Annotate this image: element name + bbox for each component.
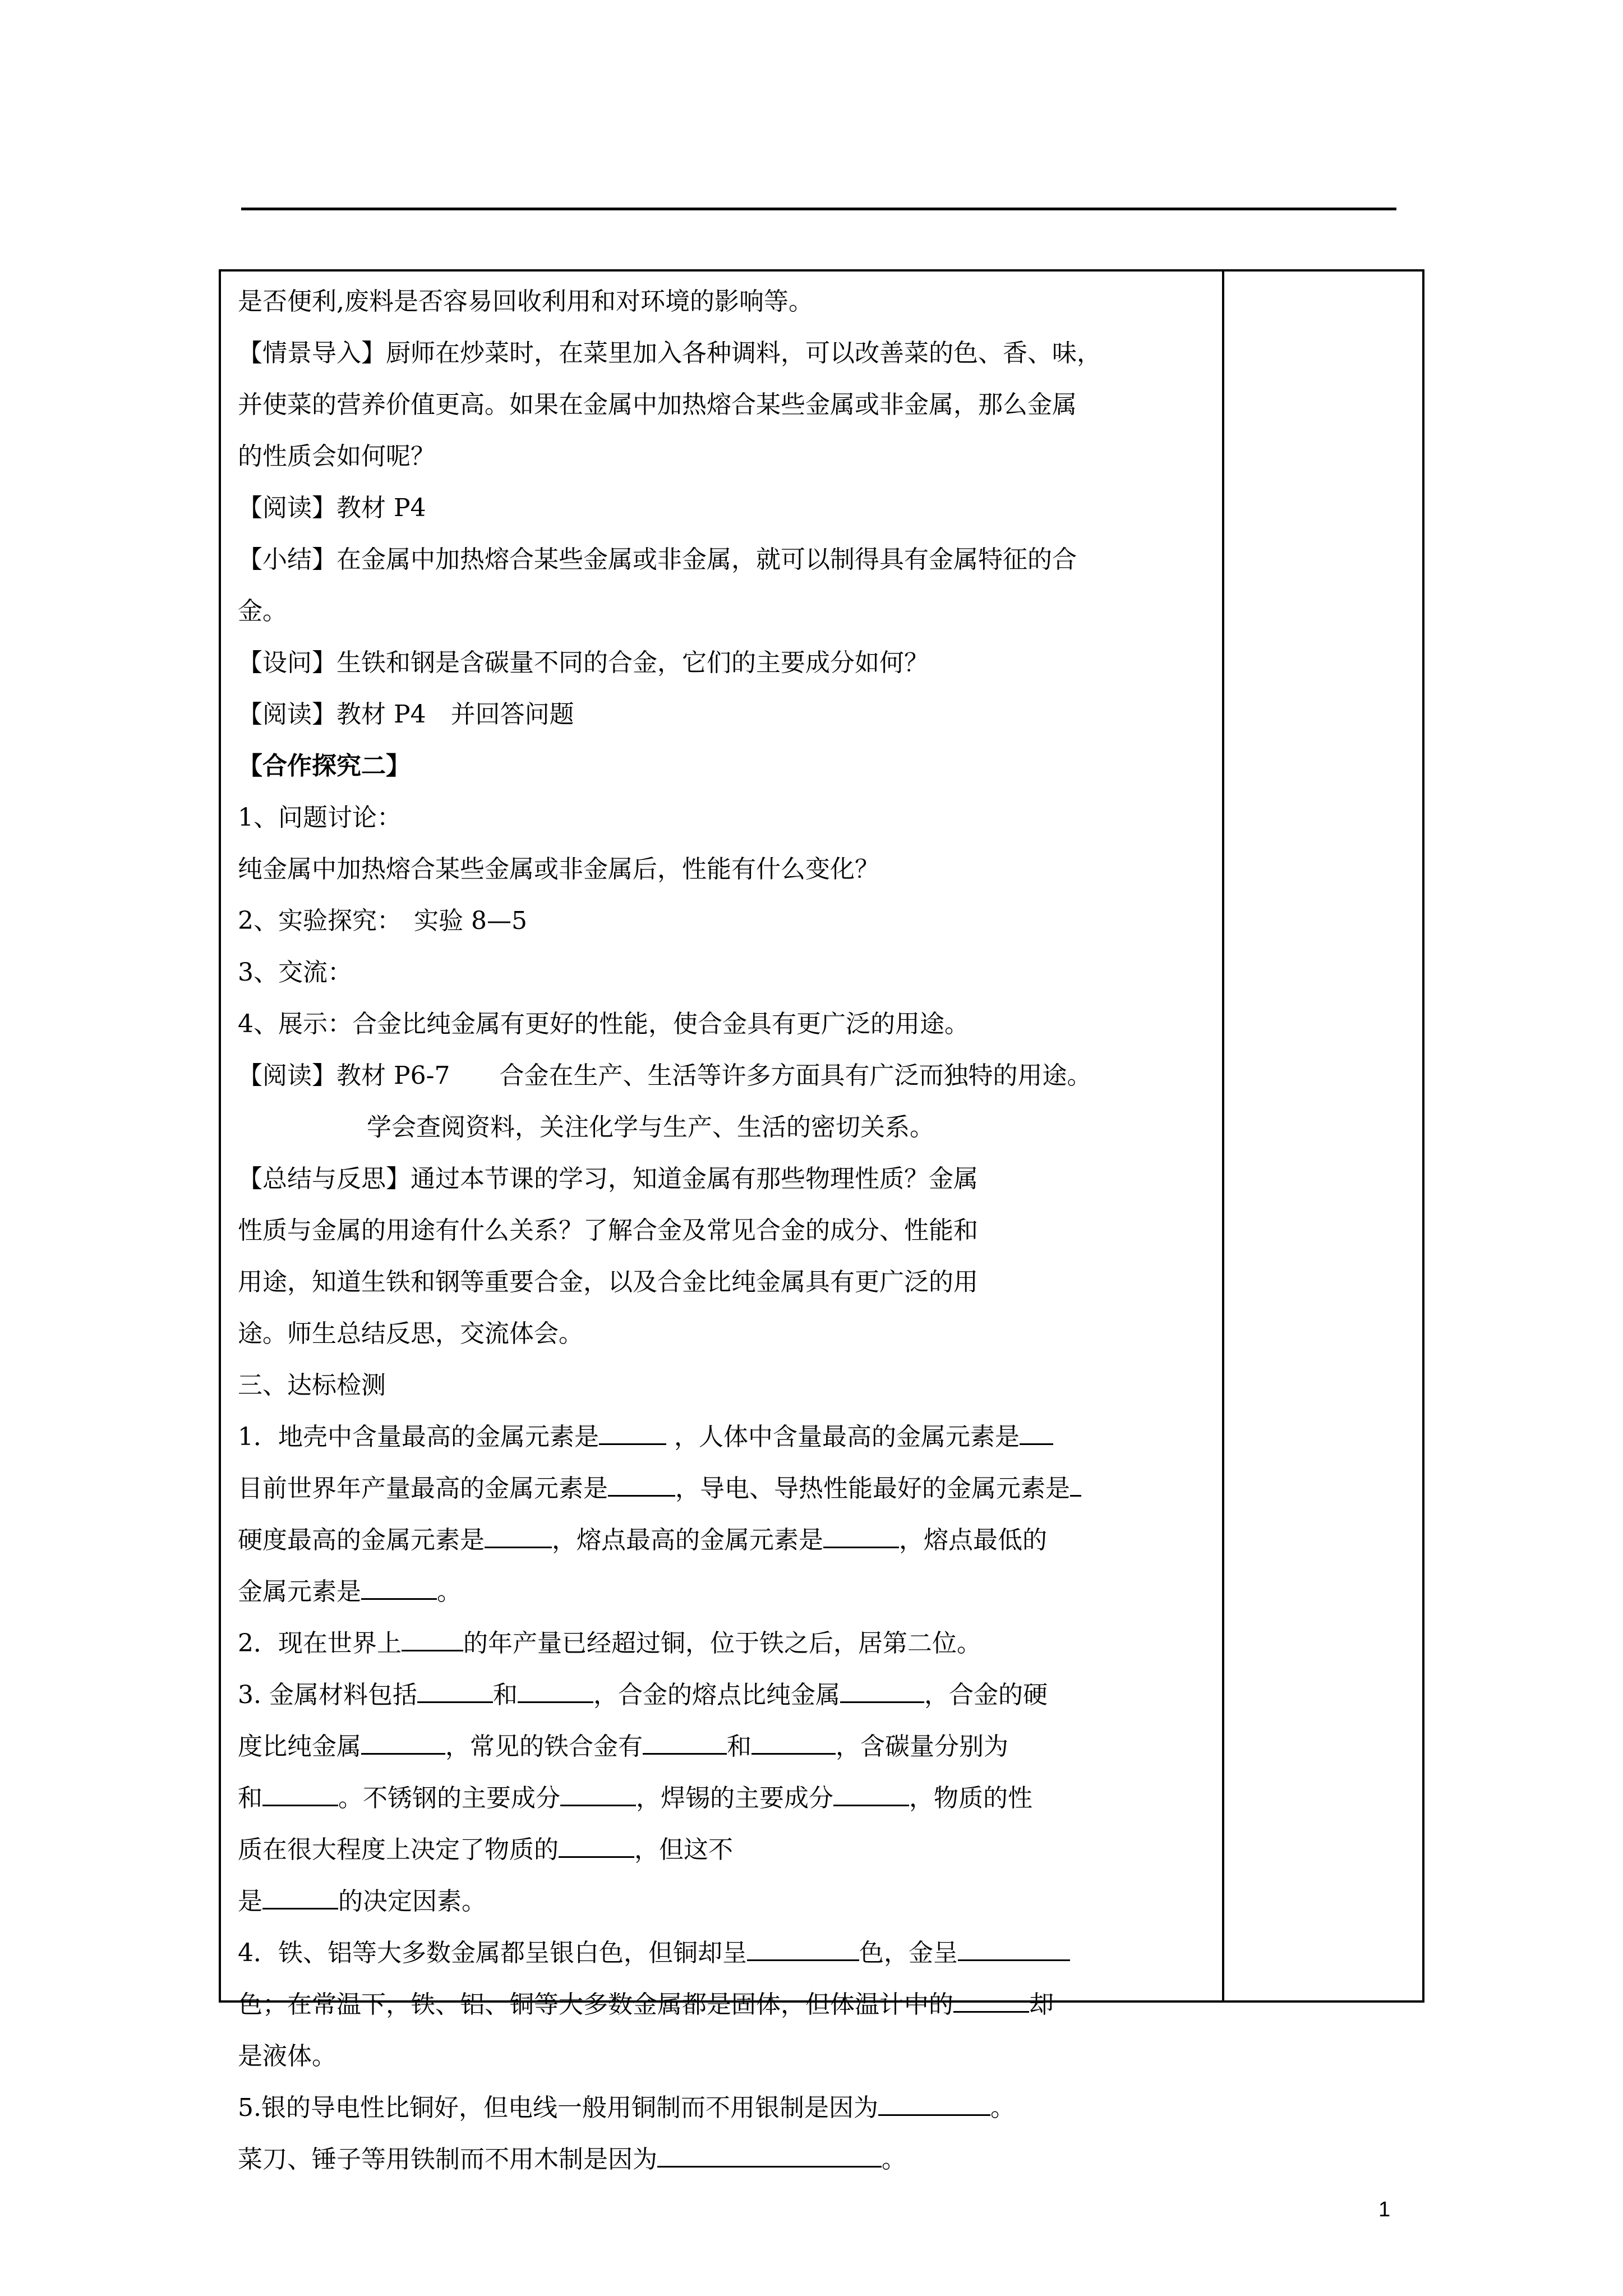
text-line: 【阅读】教材 P4 xyxy=(238,494,426,522)
question-2-line: 2．现在世界上 的年产量已经超过铜，位于铁之后，居第二位。 xyxy=(238,1618,1208,1669)
text-line: 【总结与反思】通过本节课的学习，知道金属有那些物理性质？金属 xyxy=(238,1165,978,1193)
text-line: 1、问题讨论： xyxy=(238,803,402,832)
answer-blank[interactable] xyxy=(560,1780,636,1806)
answer-blank[interactable] xyxy=(747,1935,859,1961)
question-3-line: 度比纯金属 ，常见的铁合金有 和 ，含碳量分别为 xyxy=(238,1721,1208,1773)
answer-blank[interactable] xyxy=(1020,1419,1053,1445)
answer-blank[interactable] xyxy=(262,1883,338,1910)
text-line: 途。师生总结反思，交流体会。 xyxy=(238,1319,583,1348)
question-3-line: 质在很大程度上决定了物质的 ，但这不 xyxy=(238,1824,1208,1876)
page-number: 1 xyxy=(1378,2198,1391,2221)
question-1-line: 1．地壳中含量最高的金属元素是 ，人体中含量最高的金属元素是 xyxy=(238,1411,1208,1463)
question-1-line: 硬度最高的金属元素是 ，熔点最高的金属元素是 ，熔点最低的 xyxy=(238,1515,1208,1566)
answer-blank[interactable] xyxy=(485,1522,552,1548)
text-line: 并使菜的营养价值更高。如果在金属中加热熔合某些金属或非金属，那么金属 xyxy=(238,390,1077,419)
answer-blank[interactable] xyxy=(361,1728,445,1755)
text-line: 的性质会如何呢？ xyxy=(238,442,435,471)
answer-blank[interactable] xyxy=(417,1677,493,1703)
question-1-line: 目前世界年产量最高的金属元素是 ，导电、导热性能最好的金属元素是 xyxy=(238,1463,1208,1515)
text-line: 3、交流： xyxy=(238,958,352,987)
question-3-line: 和 。不锈钢的主要成分 ，焊锡的主要成分 ，物质的性 xyxy=(238,1773,1208,1824)
question-3-line: 是 的决定因素。 xyxy=(238,1876,1208,1927)
answer-blank[interactable] xyxy=(262,1780,338,1806)
answer-blank[interactable] xyxy=(833,1780,909,1806)
answer-blank[interactable] xyxy=(751,1728,836,1755)
question-4-line: 是液体。 xyxy=(238,2042,336,2070)
question-4-line: 色；在常温下，铁、铝、铜等大多数金属都是固体，但体温计中的 却 xyxy=(238,1979,1208,2031)
answer-blank[interactable] xyxy=(643,1728,727,1755)
answer-blank[interactable] xyxy=(608,1470,675,1497)
section-heading: 【合作探究二】 xyxy=(238,752,411,780)
answer-blank[interactable] xyxy=(599,1419,666,1445)
question-3-line: 3. 金属材料包括 和 ，合金的熔点比纯金属 ，合金的硬 xyxy=(238,1669,1208,1721)
answer-blank[interactable] xyxy=(657,2141,882,2168)
text-line: 学会查阅资料，关注化学与生产、生活的密切关系。 xyxy=(367,1113,934,1142)
text-line: 是否便利,废料是否容易回收利用和对环境的影响等。 xyxy=(238,287,813,316)
answer-blank[interactable] xyxy=(1070,1470,1081,1497)
text-line: 【阅读】教材 P6-7 合金在生产、生活等许多方面具有广泛而独特的用途。 xyxy=(238,1061,1092,1090)
question-5-line: 5.银的导电性比铜好，但电线一般用铜制而不用银制是因为 。 xyxy=(238,2082,1208,2134)
text-line: 【阅读】教材 P4 并回答问题 xyxy=(238,700,574,729)
answer-blank[interactable] xyxy=(878,2090,990,2116)
text-line: 【设问】生铁和钢是含碳量不同的合金，它们的主要成分如何？ xyxy=(238,648,929,677)
answer-blank[interactable] xyxy=(823,1522,899,1548)
answer-blank[interactable] xyxy=(840,1677,924,1703)
answer-blank[interactable] xyxy=(518,1677,593,1703)
text-line: 用途，知道生铁和钢等重要合金，以及合金比纯金属具有更广泛的用 xyxy=(238,1268,978,1296)
worksheet-table xyxy=(219,269,1424,2174)
question-4-line: 4．铁、铝等大多数金属都呈银白色，但铜却呈 色，金呈 xyxy=(238,1927,1208,1979)
section-heading: 三、达标检测 xyxy=(238,1371,386,1400)
answer-blank[interactable] xyxy=(361,1573,437,1600)
text-line: 金。 xyxy=(238,597,287,625)
question-1-line: 金属元素是 。 xyxy=(238,1566,1208,1618)
answer-blank[interactable] xyxy=(559,1832,634,1858)
text-line: 纯金属中加热熔合某些金属或非金属后，性能有什么变化？ xyxy=(238,855,879,884)
header-rule xyxy=(241,208,1396,210)
text-line: 性质与金属的用途有什么关系？了解合金及常见合金的成分、性能和 xyxy=(238,1216,978,1245)
answer-blank[interactable] xyxy=(953,1986,1029,2013)
answer-blank[interactable] xyxy=(402,1625,463,1651)
text-line: 【小结】在金属中加热熔合某些金属或非金属，就可以制得具有金属特征的合 xyxy=(238,545,1077,574)
column-divider xyxy=(1222,272,1224,2000)
main-content-cell xyxy=(238,276,1208,2185)
text-line: 2、实验探究： 实验 8—5 xyxy=(238,907,527,935)
text-line: 4、展示：合金比纯金属有更好的性能，使合金具有更广泛的用途。 xyxy=(238,1010,969,1038)
answer-blank[interactable] xyxy=(958,1935,1070,1961)
text-line: 【情景导入】厨师在炒菜时，在菜里加入各种调料，可以改善菜的色、香、味， xyxy=(238,339,1101,367)
question-5-line: 菜刀、锤子等用铁制而不用木制是因为 。 xyxy=(238,2134,1208,2185)
